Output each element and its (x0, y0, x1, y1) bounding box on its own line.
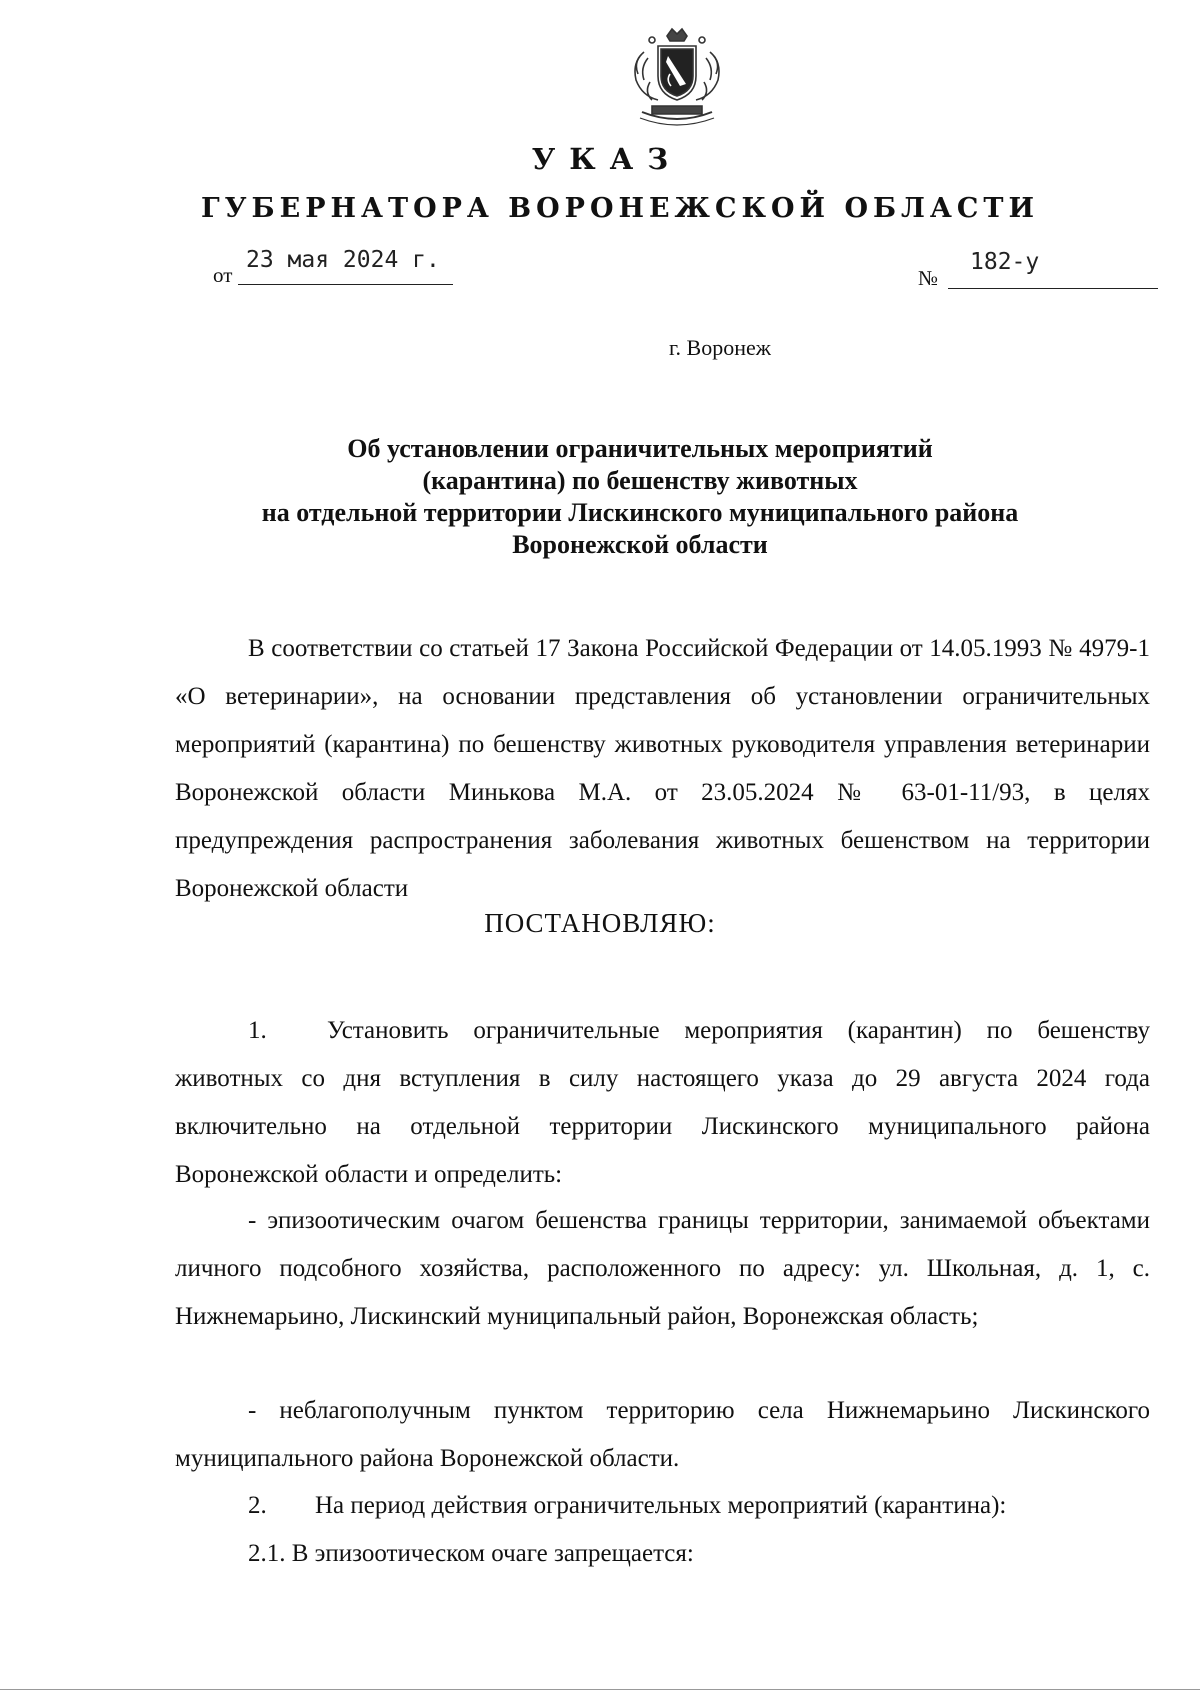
resolve-heading: ПОСТАНОВЛЯЮ: (484, 908, 716, 938)
title-line: (карантина) по бешенству животных (422, 466, 858, 495)
item-2-paragraph (175, 1482, 1150, 1530)
number-prefix: № (918, 266, 939, 290)
date-prefix: от (213, 263, 233, 287)
issuer-heading: ГУБЕРНАТОРА ВОРОНЕЖСКОЙ ОБЛАСТИ (200, 193, 1039, 224)
item-1-text: Установить ограничительные мероприятия (карантин) по бешенству животных со дня вступления в силу настоящего указа до 29 августа 2024 года включительно на отдельной территории Лискинского муниципального района Воронежской области и определить: (175, 1017, 1150, 1188)
item-2-1-paragraph: 2.1. В эпизоотическом очаге запрещается: (248, 1540, 694, 1567)
city-label: г. Воронеж (669, 335, 771, 360)
title-line: на отдельной территории Лискинского муниципального района (261, 498, 1019, 527)
item-1-outbreak-paragraph: - эпизоотическим очагом бешенства границы территории, занимаемой объектами личного подсобного хозяйства, расположенного по адресу: ул. Школьная, д. 1, с. Нижнемарьино, Лискинский муниципальный район, Воронежская область; (175, 1207, 1150, 1330)
item-2-text: На период действия ограничительных мероприятий (карантина): (315, 1492, 1007, 1519)
preamble-paragraph: В соответствии со статьей 17 Закона Российской Федерации от 14.05.1993 № 4979-1 «О ветеринарии», на основании представления об установлении ограничительных мероприятий (карантина) по бешенству животных руководителя управления ветеринарии Воронежской области Минькова М.А. от 23.05.2024 № 63-01-11/93, в целях предупреждения распространения заболевания животных бешенством на территории Воронежской области (175, 635, 1150, 902)
item-1-affected-point-paragraph: - неблагополучным пунктом территорию села Нижнемарьино Лискинского муниципального района Воронежской области. (175, 1397, 1150, 1472)
number-underline (948, 288, 1158, 289)
page-bottom-rule (0, 1689, 1200, 1690)
coat-of-arms-emblem (622, 22, 732, 130)
title-line: Воронежской области (512, 530, 768, 559)
item-1-number: 1. (248, 1017, 267, 1044)
item-2-number: 2. (248, 1492, 267, 1519)
decree-heading: УКАЗ (531, 142, 683, 176)
decree-date: 23 мая 2024 г. (246, 247, 440, 273)
document-title (200, 433, 1080, 561)
decree-number: 182-у (970, 249, 1040, 275)
title-line: Об установлении ограничительных мероприятий (347, 434, 933, 463)
date-underline (238, 284, 453, 285)
